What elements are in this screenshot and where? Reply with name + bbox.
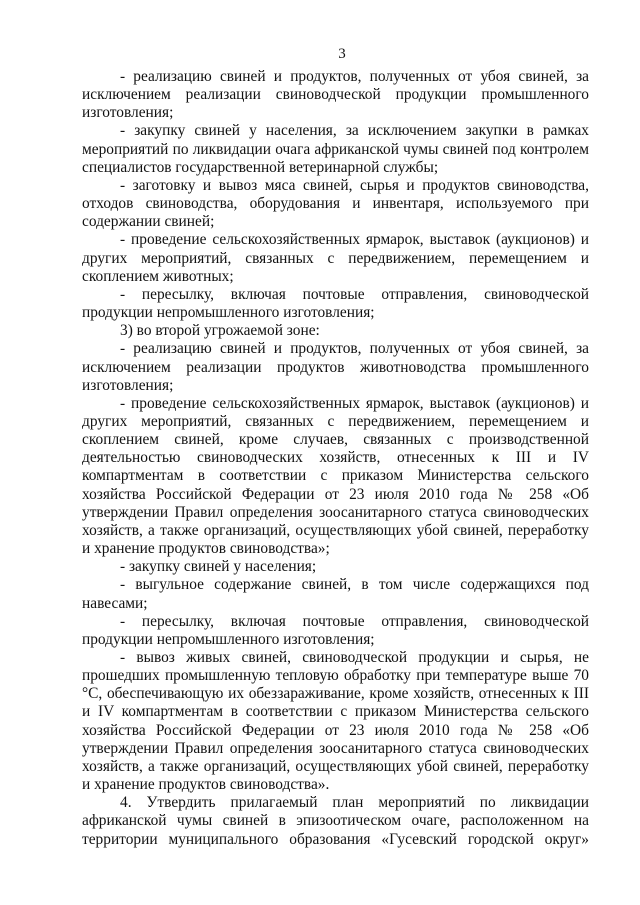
paragraph-10: - выгульное содержание свиней, в том числе содержащихся под навесами; (82, 576, 589, 612)
paragraph-6-section-heading: 3) во второй угрожаемой зоне: (120, 322, 320, 340)
paragraph-12: - вывоз живых свиней, свиноводческой продукции и сырья, не прошедших промышленную тепловую обработку при температуре выше 70 °С, обеспечивающую их обеззараживание, кроме хозяйств, отнесенных к III и IV компартментам в соответствии с приказом Министерства сельского хозяйства Российской Федерации от 23 июля 2010 года № 258 «Об утверждении Правил определения зоосанитарного статуса свиноводческих хозяйств, а также организаций, осуществляющих убой свиней, переработку и хранение продуктов свиноводства». (82, 649, 589, 794)
paragraph-4: - проведение сельскохозяйственных ярмарок, выставок (аукционов) и других мероприятий, связанных с передвижением, перемещением и скоплением животных; (82, 231, 589, 285)
paragraph-1: - реализацию свиней и продуктов, полученных от убоя свиней, за исключением реализации свиноводческой продукции промышленного изготовления; (82, 68, 589, 122)
paragraph-9: - закупку свиней у населения; (120, 558, 317, 576)
document-body (82, 68, 589, 849)
paragraph-3: - заготовку и вывоз мяса свиней, сырья и продуктов свиноводства, отходов свиноводства, оборудования и инвентаря, используемого при содержании свиней; (82, 176, 589, 231)
paragraph-7: - реализацию свиней и продуктов, полученных от убоя свиней, за исключением реализации продуктов животноводства промышленного изготовления; (82, 340, 589, 394)
page-number: 3 (338, 46, 346, 62)
paragraph-5: - пересылку, включая почтовые отправления, свиноводческой продукции непромышленного изготовления; (82, 285, 589, 322)
paragraph-11: - пересылку, включая почтовые отправления, свиноводческой продукции непромышленного изготовления; (82, 612, 589, 648)
paragraph-13: 4. Утвердить прилагаемый план мероприятий по ликвидации африканской чумы свиней в эпизоотическом очаге, расположенном на территории муниципального образования «Гусевский городской округ» (82, 794, 589, 848)
paragraph-8: - проведение сельскохозяйственных ярмарок, выставок (аукционов) и других мероприятий, связанных с передвижением, перемещением и скоплением свиней, кроме случаев, связанных с производственной деятельностью свиноводческих хозяйств, отнесенных к III и IV компартментам в соответствии с приказом Министерства сельского хозяйства Российской Федерации от 23 июля 2010 года № 258 «Об утверждении Правил определения зоосанитарного статуса свиноводческих хозяйств, а также организаций, осуществляющих убой свиней, переработку и хранение продуктов свиноводства»; (82, 394, 589, 558)
paragraph-2: - закупку свиней у населения, за исключением закупки в рамках мероприятий по ликвидации очага африканской чумы свиней под контролем специалистов государственной ветеринарной службы; (82, 122, 589, 176)
